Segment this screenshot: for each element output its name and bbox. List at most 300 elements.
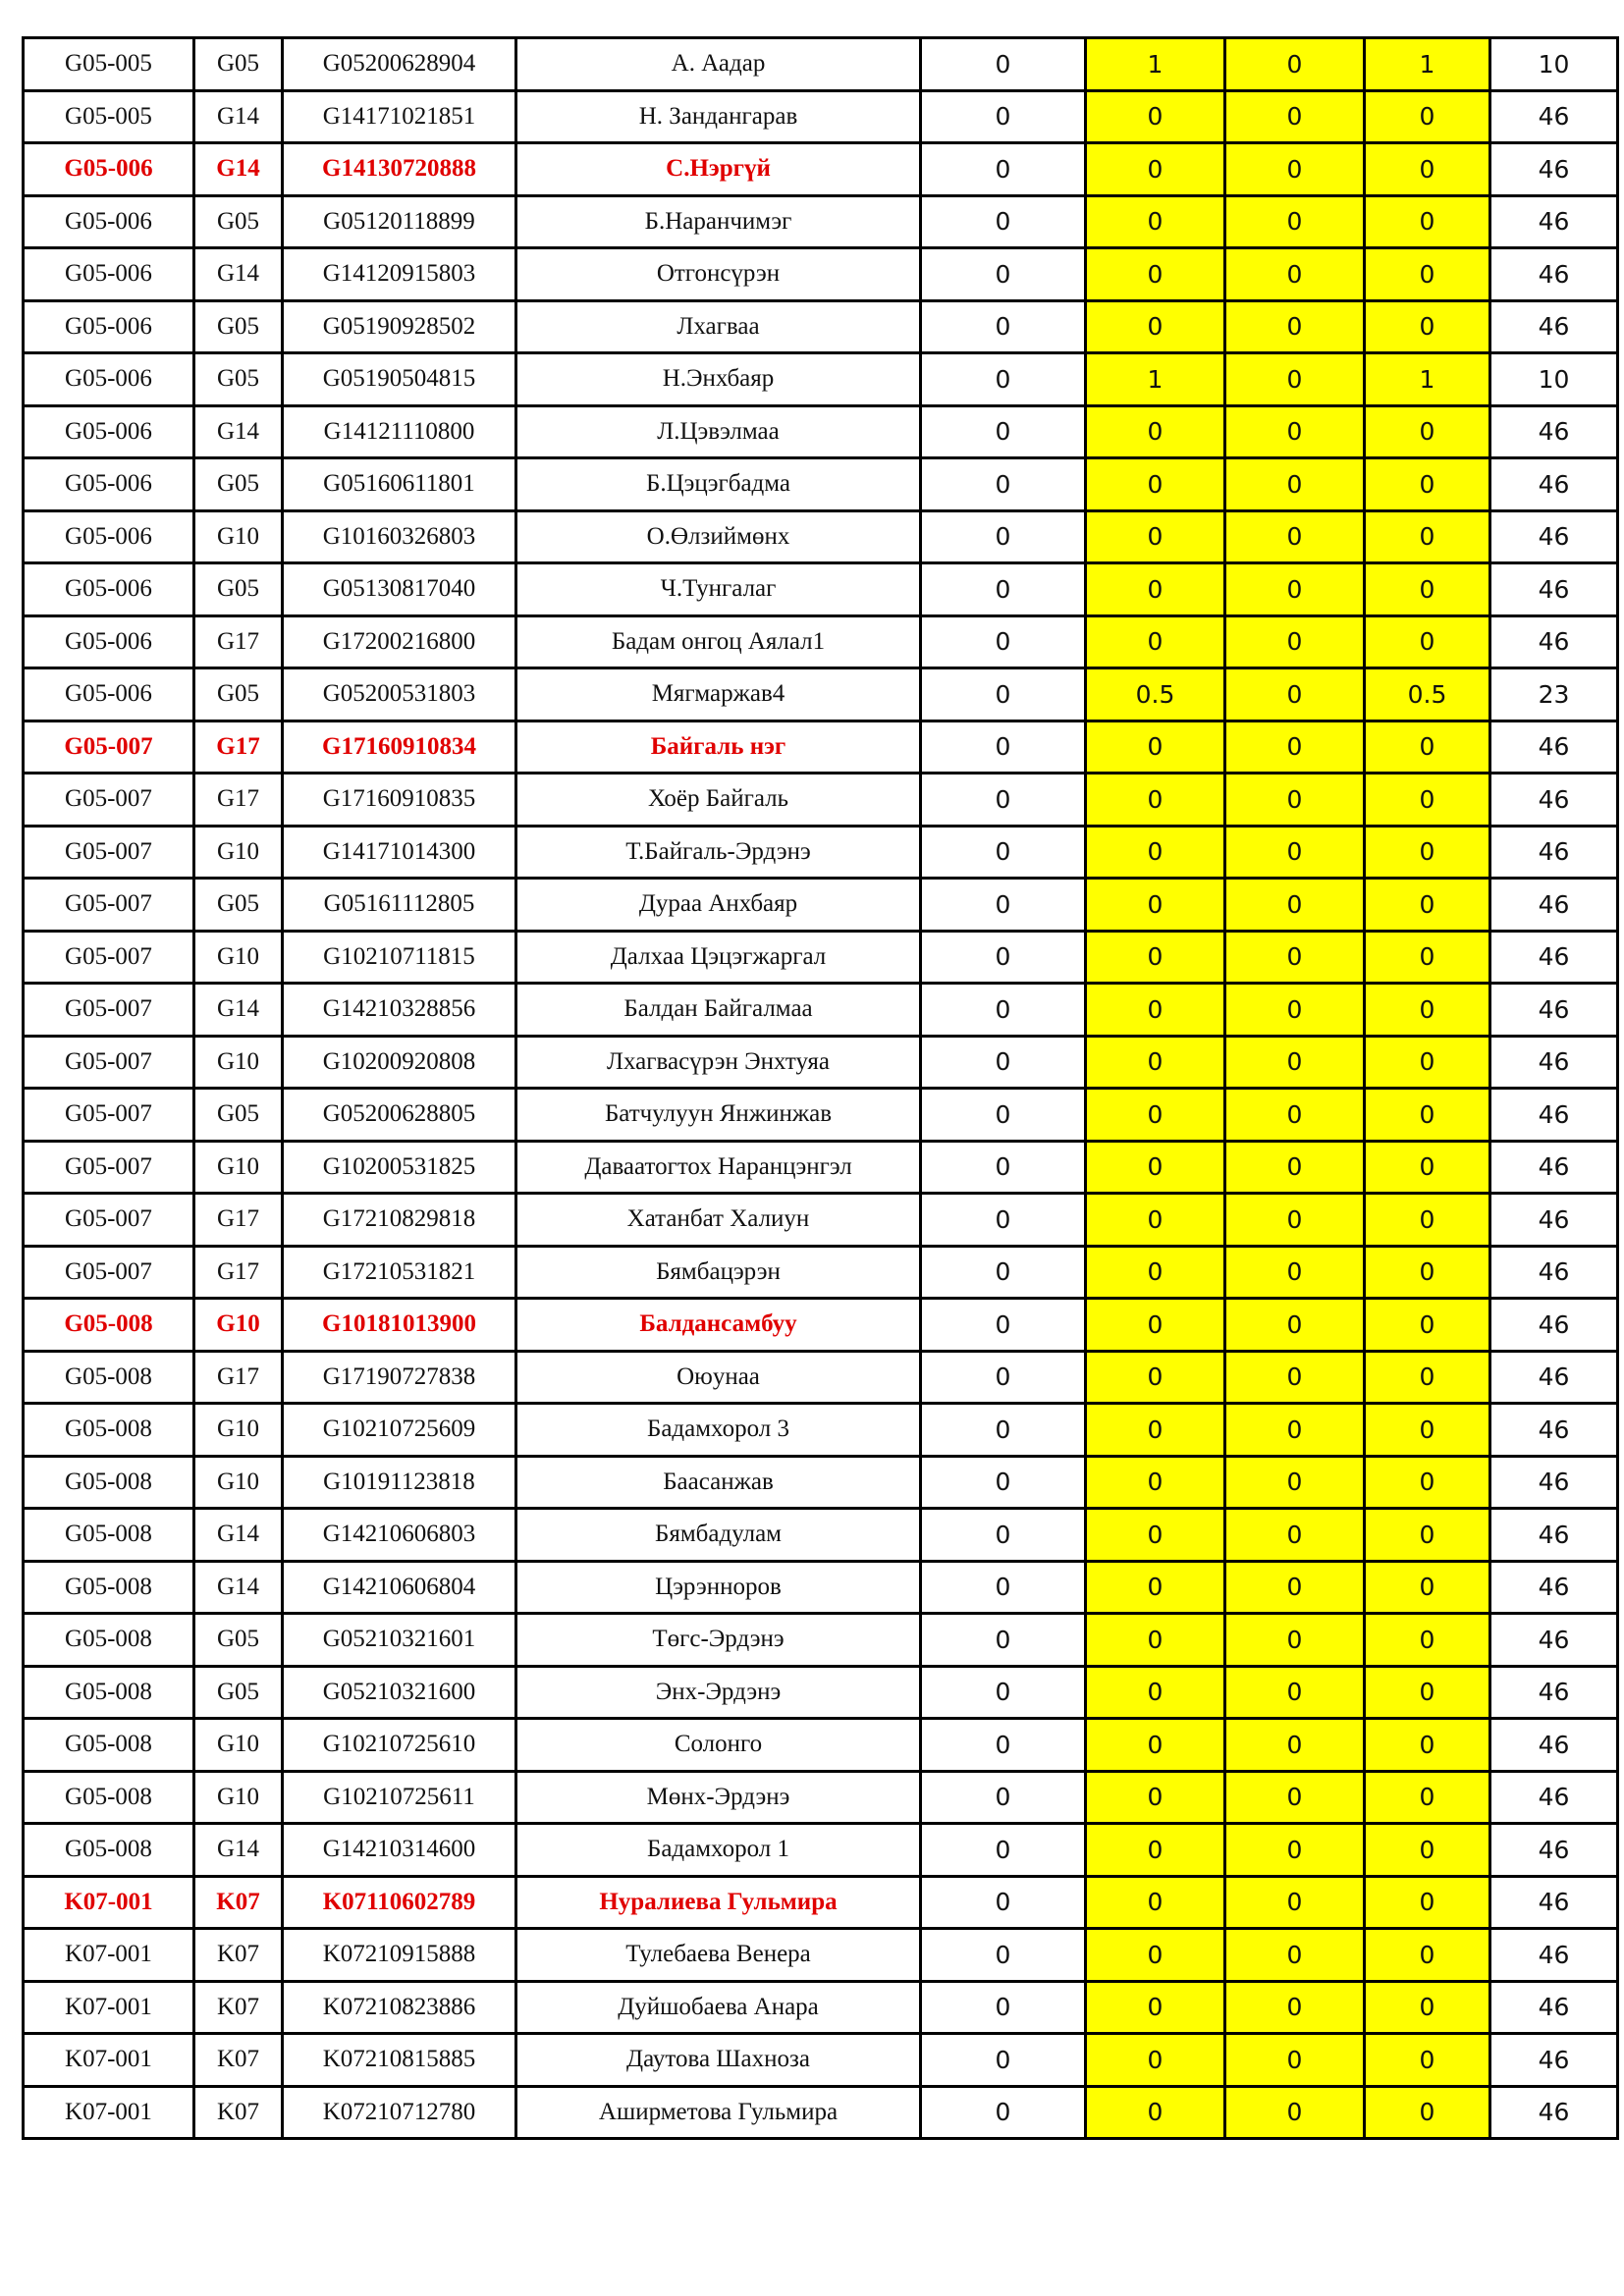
code-cell: G05 — [194, 458, 283, 511]
value-cell-2: 0 — [1086, 1456, 1225, 1509]
value-cell-4: 1 — [1365, 353, 1490, 406]
value-cell-1: 0 — [921, 931, 1086, 984]
value-cell-2: 0 — [1086, 984, 1225, 1037]
value-cell-3: 0 — [1225, 931, 1365, 984]
name-cell: Балдансамбуу — [516, 1299, 921, 1352]
value-cell-1: 0 — [921, 774, 1086, 827]
value-cell-5: 46 — [1490, 1456, 1618, 1509]
value-cell-5: 46 — [1490, 1509, 1618, 1562]
value-cell-1: 0 — [921, 1036, 1086, 1089]
value-cell-3: 0 — [1225, 1509, 1365, 1562]
value-cell-2: 0 — [1086, 1299, 1225, 1352]
value-cell-3: 0 — [1225, 38, 1365, 91]
value-cell-4: 0.5 — [1365, 668, 1490, 721]
value-cell-2: 0 — [1086, 1036, 1225, 1089]
value-cell-4: 0 — [1365, 2034, 1490, 2087]
value-cell-1: 0 — [921, 563, 1086, 616]
code-cell: G10 — [194, 1141, 283, 1194]
value-cell-1: 0 — [921, 1614, 1086, 1667]
id-cell: G14171014300 — [283, 826, 516, 879]
value-cell-4: 0 — [1365, 1614, 1490, 1667]
value-cell-2: 0 — [1086, 248, 1225, 301]
value-cell-5: 46 — [1490, 984, 1618, 1037]
value-cell-5: 46 — [1490, 1246, 1618, 1299]
value-cell-2: 0 — [1086, 1141, 1225, 1194]
value-cell-5: 46 — [1490, 1299, 1618, 1352]
value-cell-3: 0 — [1225, 1614, 1365, 1667]
table-row — [24, 195, 1618, 248]
id-cell: G05200628805 — [283, 1089, 516, 1142]
group-cell: G05-007 — [24, 826, 194, 879]
table-row — [24, 1246, 1618, 1299]
value-cell-3: 0 — [1225, 1036, 1365, 1089]
value-cell-5: 46 — [1490, 1614, 1618, 1667]
group-cell: G05-006 — [24, 458, 194, 511]
value-cell-3: 0 — [1225, 1456, 1365, 1509]
name-cell: Л.Цэвэлмаа — [516, 405, 921, 458]
value-cell-3: 0 — [1225, 1561, 1365, 1614]
group-cell: G05-008 — [24, 1561, 194, 1614]
value-cell-2: 0 — [1086, 1089, 1225, 1142]
value-cell-3: 0 — [1225, 2086, 1365, 2139]
table-row — [24, 1981, 1618, 2034]
value-cell-5: 10 — [1490, 353, 1618, 406]
code-cell: G05 — [194, 1089, 283, 1142]
value-cell-3: 0 — [1225, 353, 1365, 406]
value-cell-2: 1 — [1086, 38, 1225, 91]
value-cell-1: 0 — [921, 458, 1086, 511]
value-cell-2: 0 — [1086, 615, 1225, 668]
value-cell-2: 0 — [1086, 1614, 1225, 1667]
code-cell: G10 — [194, 1771, 283, 1824]
value-cell-1: 0 — [921, 1981, 1086, 2034]
value-cell-4: 0 — [1365, 248, 1490, 301]
name-cell: Бадамхорол 3 — [516, 1404, 921, 1457]
value-cell-4: 0 — [1365, 300, 1490, 353]
value-cell-3: 0 — [1225, 1246, 1365, 1299]
group-cell: G05-008 — [24, 1666, 194, 1719]
value-cell-5: 46 — [1490, 1351, 1618, 1404]
value-cell-1: 0 — [921, 38, 1086, 91]
value-cell-1: 0 — [921, 143, 1086, 196]
table-row — [24, 879, 1618, 932]
value-cell-4: 0 — [1365, 1929, 1490, 1982]
code-cell: G10 — [194, 1299, 283, 1352]
value-cell-3: 0 — [1225, 510, 1365, 563]
id-cell: G10191123818 — [283, 1456, 516, 1509]
name-cell: Аширметова Гульмира — [516, 2086, 921, 2139]
code-cell: G14 — [194, 984, 283, 1037]
table-row — [24, 1614, 1618, 1667]
value-cell-2: 0.5 — [1086, 668, 1225, 721]
value-cell-3: 0 — [1225, 300, 1365, 353]
value-cell-2: 0 — [1086, 1719, 1225, 1772]
table-row — [24, 1824, 1618, 1877]
name-cell: Н.Энхбаяр — [516, 353, 921, 406]
value-cell-1: 0 — [921, 1141, 1086, 1194]
value-cell-3: 0 — [1225, 1089, 1365, 1142]
value-cell-2: 0 — [1086, 563, 1225, 616]
code-cell: G14 — [194, 143, 283, 196]
code-cell: G05 — [194, 1666, 283, 1719]
value-cell-2: 0 — [1086, 1771, 1225, 1824]
value-cell-1: 0 — [921, 1771, 1086, 1824]
code-cell: G17 — [194, 615, 283, 668]
value-cell-5: 46 — [1490, 1404, 1618, 1457]
name-cell: Лхагваа — [516, 300, 921, 353]
value-cell-1: 0 — [921, 248, 1086, 301]
group-cell: G05-006 — [24, 195, 194, 248]
value-cell-2: 0 — [1086, 931, 1225, 984]
value-cell-4: 0 — [1365, 1981, 1490, 2034]
value-cell-5: 10 — [1490, 38, 1618, 91]
value-cell-5: 46 — [1490, 510, 1618, 563]
value-cell-5: 46 — [1490, 774, 1618, 827]
id-cell: G17160910835 — [283, 774, 516, 827]
code-cell: G14 — [194, 1561, 283, 1614]
name-cell: О.Өлзиймөнх — [516, 510, 921, 563]
table-row — [24, 668, 1618, 721]
value-cell-4: 0 — [1365, 1089, 1490, 1142]
name-cell: Бямбацэрэн — [516, 1246, 921, 1299]
group-cell: G05-007 — [24, 1036, 194, 1089]
value-cell-3: 0 — [1225, 1351, 1365, 1404]
table-row — [24, 1509, 1618, 1562]
code-cell: G05 — [194, 668, 283, 721]
code-cell: K07 — [194, 2034, 283, 2087]
id-cell: G14210328856 — [283, 984, 516, 1037]
code-cell: G14 — [194, 90, 283, 143]
code-cell: G05 — [194, 563, 283, 616]
value-cell-2: 0 — [1086, 405, 1225, 458]
value-cell-5: 46 — [1490, 931, 1618, 984]
value-cell-4: 0 — [1365, 774, 1490, 827]
value-cell-4: 0 — [1365, 405, 1490, 458]
id-cell: G05190928502 — [283, 300, 516, 353]
table-row — [24, 984, 1618, 1037]
group-cell: K07-001 — [24, 1929, 194, 1982]
table-row — [24, 458, 1618, 511]
table-row — [24, 1771, 1618, 1824]
table-row — [24, 1351, 1618, 1404]
value-cell-4: 0 — [1365, 1351, 1490, 1404]
value-cell-1: 0 — [921, 405, 1086, 458]
group-cell: G05-006 — [24, 615, 194, 668]
value-cell-4: 0 — [1365, 1719, 1490, 1772]
value-cell-3: 0 — [1225, 721, 1365, 774]
name-cell: Ч.Тунгалаг — [516, 563, 921, 616]
value-cell-3: 0 — [1225, 668, 1365, 721]
name-cell: Н. Зандангарав — [516, 90, 921, 143]
value-cell-1: 0 — [921, 353, 1086, 406]
id-cell: G14130720888 — [283, 143, 516, 196]
value-cell-1: 0 — [921, 1876, 1086, 1929]
code-cell: G05 — [194, 195, 283, 248]
group-cell: G05-007 — [24, 931, 194, 984]
group-cell: G05-008 — [24, 1351, 194, 1404]
name-cell: Оюунаа — [516, 1351, 921, 1404]
value-cell-5: 46 — [1490, 2086, 1618, 2139]
name-cell: Дураа Анхбаяр — [516, 879, 921, 932]
value-cell-4: 0 — [1365, 826, 1490, 879]
value-cell-3: 0 — [1225, 143, 1365, 196]
value-cell-5: 46 — [1490, 563, 1618, 616]
name-cell: Б.Наранчимэг — [516, 195, 921, 248]
code-cell: G17 — [194, 721, 283, 774]
group-cell: G05-006 — [24, 510, 194, 563]
value-cell-1: 0 — [921, 1561, 1086, 1614]
group-cell: G05-006 — [24, 143, 194, 196]
id-cell: K07210712780 — [283, 2086, 516, 2139]
value-cell-5: 46 — [1490, 248, 1618, 301]
value-cell-3: 0 — [1225, 563, 1365, 616]
code-cell: K07 — [194, 2086, 283, 2139]
table-row — [24, 563, 1618, 616]
group-cell: G05-007 — [24, 774, 194, 827]
value-cell-4: 0 — [1365, 1194, 1490, 1247]
table-row — [24, 1194, 1618, 1247]
name-cell: Хоёр Байгаль — [516, 774, 921, 827]
value-cell-2: 0 — [1086, 143, 1225, 196]
name-cell: Байгаль нэг — [516, 721, 921, 774]
id-cell: K07210815885 — [283, 2034, 516, 2087]
code-cell: G10 — [194, 826, 283, 879]
value-cell-4: 0 — [1365, 195, 1490, 248]
group-cell: G05-008 — [24, 1719, 194, 1772]
value-cell-1: 0 — [921, 1719, 1086, 1772]
name-cell: Мөнх-Эрдэнэ — [516, 1771, 921, 1824]
table-row — [24, 1666, 1618, 1719]
code-cell: G05 — [194, 38, 283, 91]
group-cell: G05-006 — [24, 248, 194, 301]
id-cell: G05200531803 — [283, 668, 516, 721]
value-cell-1: 0 — [921, 1299, 1086, 1352]
group-cell: G05-007 — [24, 1089, 194, 1142]
value-cell-1: 0 — [921, 1089, 1086, 1142]
value-cell-2: 0 — [1086, 458, 1225, 511]
table-row-group-lead — [24, 721, 1618, 774]
name-cell: Солонго — [516, 1719, 921, 1772]
value-cell-5: 46 — [1490, 300, 1618, 353]
group-cell: G05-008 — [24, 1771, 194, 1824]
value-cell-1: 0 — [921, 1824, 1086, 1877]
value-cell-2: 0 — [1086, 300, 1225, 353]
table-row — [24, 2086, 1618, 2139]
name-cell: Төгс-Эрдэнэ — [516, 1614, 921, 1667]
group-cell: G05-007 — [24, 1246, 194, 1299]
group-cell: G05-008 — [24, 1509, 194, 1562]
value-cell-4: 0 — [1365, 1561, 1490, 1614]
value-cell-3: 0 — [1225, 1771, 1365, 1824]
value-cell-5: 46 — [1490, 721, 1618, 774]
name-cell: Бямбадулам — [516, 1509, 921, 1562]
value-cell-4: 0 — [1365, 984, 1490, 1037]
value-cell-3: 0 — [1225, 1666, 1365, 1719]
table-row — [24, 300, 1618, 353]
code-cell: G10 — [194, 1036, 283, 1089]
group-cell: K07-001 — [24, 1876, 194, 1929]
id-cell: G14210606804 — [283, 1561, 516, 1614]
group-cell: G05-005 — [24, 90, 194, 143]
value-cell-4: 0 — [1365, 1299, 1490, 1352]
value-cell-5: 46 — [1490, 1719, 1618, 1772]
table-row — [24, 510, 1618, 563]
value-cell-1: 0 — [921, 1404, 1086, 1457]
value-cell-4: 0 — [1365, 1036, 1490, 1089]
id-cell: G10210725611 — [283, 1771, 516, 1824]
table-row-group-lead — [24, 1876, 1618, 1929]
table-row — [24, 38, 1618, 91]
table-row — [24, 1929, 1618, 1982]
value-cell-3: 0 — [1225, 1929, 1365, 1982]
id-cell: G17210531821 — [283, 1246, 516, 1299]
value-cell-4: 0 — [1365, 1509, 1490, 1562]
group-cell: G05-005 — [24, 38, 194, 91]
group-cell: G05-006 — [24, 563, 194, 616]
value-cell-3: 0 — [1225, 1299, 1365, 1352]
name-cell: Энх-Эрдэнэ — [516, 1666, 921, 1719]
value-cell-3: 0 — [1225, 1824, 1365, 1877]
value-cell-4: 0 — [1365, 563, 1490, 616]
code-cell: G10 — [194, 1456, 283, 1509]
value-cell-1: 0 — [921, 2034, 1086, 2087]
table-row — [24, 1036, 1618, 1089]
id-cell: G05160611801 — [283, 458, 516, 511]
value-cell-2: 0 — [1086, 1824, 1225, 1877]
value-cell-5: 46 — [1490, 1141, 1618, 1194]
value-cell-3: 0 — [1225, 984, 1365, 1037]
value-cell-5: 46 — [1490, 1929, 1618, 1982]
name-cell: Мягмаржав4 — [516, 668, 921, 721]
value-cell-3: 0 — [1225, 879, 1365, 932]
id-cell: G05210321601 — [283, 1614, 516, 1667]
value-cell-1: 0 — [921, 1456, 1086, 1509]
id-cell: G10200531825 — [283, 1141, 516, 1194]
value-cell-3: 0 — [1225, 195, 1365, 248]
name-cell: Тулебаева Венера — [516, 1929, 921, 1982]
value-cell-2: 0 — [1086, 1666, 1225, 1719]
value-cell-4: 0 — [1365, 458, 1490, 511]
value-cell-2: 0 — [1086, 1351, 1225, 1404]
value-cell-4: 0 — [1365, 90, 1490, 143]
name-cell: Далхаа Цэцэгжаргал — [516, 931, 921, 984]
id-cell: G17210829818 — [283, 1194, 516, 1247]
id-cell: G14120915803 — [283, 248, 516, 301]
value-cell-4: 0 — [1365, 2086, 1490, 2139]
value-cell-5: 46 — [1490, 826, 1618, 879]
code-cell: G17 — [194, 774, 283, 827]
id-cell: G17190727838 — [283, 1351, 516, 1404]
id-cell: G05120118899 — [283, 195, 516, 248]
table-row — [24, 1561, 1618, 1614]
value-cell-1: 0 — [921, 1246, 1086, 1299]
value-cell-5: 46 — [1490, 143, 1618, 196]
value-cell-1: 0 — [921, 1351, 1086, 1404]
value-cell-1: 0 — [921, 195, 1086, 248]
code-cell: G05 — [194, 879, 283, 932]
table-row — [24, 615, 1618, 668]
group-cell: G05-007 — [24, 721, 194, 774]
value-cell-2: 0 — [1086, 195, 1225, 248]
id-cell: G05200628904 — [283, 38, 516, 91]
code-cell: G14 — [194, 405, 283, 458]
group-cell: K07-001 — [24, 2034, 194, 2087]
table-row — [24, 1089, 1618, 1142]
name-cell: Цэрэнноров — [516, 1561, 921, 1614]
value-cell-1: 0 — [921, 300, 1086, 353]
name-cell: Лхагвасүрэн Энхтуяа — [516, 1036, 921, 1089]
value-cell-4: 0 — [1365, 1824, 1490, 1877]
value-cell-3: 0 — [1225, 615, 1365, 668]
value-cell-2: 0 — [1086, 1509, 1225, 1562]
code-cell: G10 — [194, 1404, 283, 1457]
value-cell-1: 0 — [921, 2086, 1086, 2139]
table-row — [24, 90, 1618, 143]
value-cell-2: 0 — [1086, 826, 1225, 879]
id-cell: G14210606803 — [283, 1509, 516, 1562]
code-cell: G17 — [194, 1194, 283, 1247]
table-row — [24, 931, 1618, 984]
value-cell-1: 0 — [921, 826, 1086, 879]
value-cell-2: 0 — [1086, 510, 1225, 563]
name-cell: Т.Байгаль-Эрдэнэ — [516, 826, 921, 879]
value-cell-4: 0 — [1365, 1771, 1490, 1824]
code-cell: G05 — [194, 353, 283, 406]
value-cell-1: 0 — [921, 1929, 1086, 1982]
code-cell: G10 — [194, 510, 283, 563]
group-cell: G05-007 — [24, 1141, 194, 1194]
name-cell: Бадам онгоц Аялал1 — [516, 615, 921, 668]
value-cell-4: 1 — [1365, 38, 1490, 91]
value-cell-2: 0 — [1086, 1404, 1225, 1457]
table-row — [24, 774, 1618, 827]
id-cell: G10160326803 — [283, 510, 516, 563]
value-cell-5: 46 — [1490, 1981, 1618, 2034]
code-cell: G05 — [194, 1614, 283, 1667]
value-cell-5: 46 — [1490, 615, 1618, 668]
value-cell-3: 0 — [1225, 90, 1365, 143]
value-cell-4: 0 — [1365, 510, 1490, 563]
value-cell-3: 0 — [1225, 248, 1365, 301]
value-cell-4: 0 — [1365, 1876, 1490, 1929]
value-cell-5: 46 — [1490, 1824, 1618, 1877]
value-cell-4: 0 — [1365, 1141, 1490, 1194]
value-cell-4: 0 — [1365, 1456, 1490, 1509]
value-cell-3: 0 — [1225, 405, 1365, 458]
value-cell-2: 1 — [1086, 353, 1225, 406]
code-cell: K07 — [194, 1876, 283, 1929]
table-row — [24, 1719, 1618, 1772]
code-cell: G17 — [194, 1351, 283, 1404]
value-cell-3: 0 — [1225, 2034, 1365, 2087]
code-cell: K07 — [194, 1981, 283, 2034]
table-row — [24, 1456, 1618, 1509]
table-row-group-lead — [24, 143, 1618, 196]
value-cell-4: 0 — [1365, 1666, 1490, 1719]
value-cell-2: 0 — [1086, 721, 1225, 774]
value-cell-5: 46 — [1490, 1089, 1618, 1142]
id-cell: G14210314600 — [283, 1824, 516, 1877]
table-row — [24, 826, 1618, 879]
value-cell-5: 23 — [1490, 668, 1618, 721]
value-cell-5: 46 — [1490, 1666, 1618, 1719]
value-cell-5: 46 — [1490, 1036, 1618, 1089]
group-cell: G05-007 — [24, 879, 194, 932]
code-cell: G05 — [194, 300, 283, 353]
group-cell: G05-006 — [24, 353, 194, 406]
group-cell: G05-006 — [24, 300, 194, 353]
value-cell-5: 46 — [1490, 405, 1618, 458]
